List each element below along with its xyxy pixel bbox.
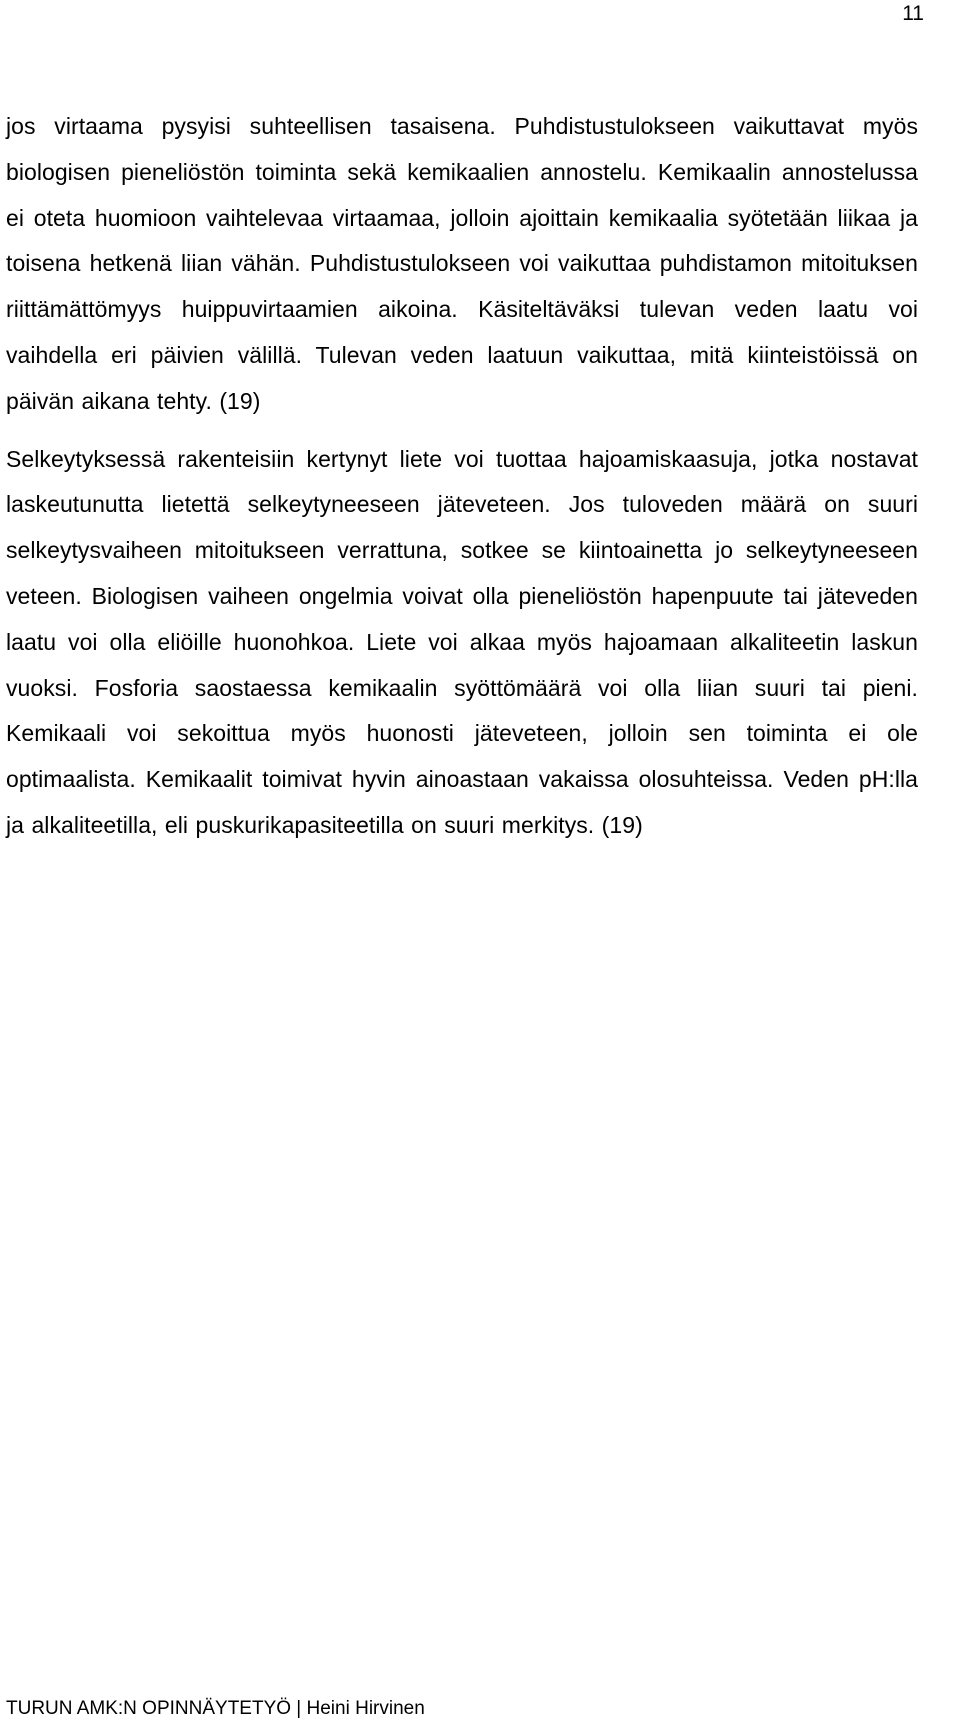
document-body: [6, 104, 918, 849]
paragraph: Selkeytyksessä rakenteisiin kertynyt liete voi tuottaa hajoamiskaasuja, jotka nostavat laskeutunutta lietettä selkeytyneeseen jäteveteen. Jos tuloveden määrä on suuri selkeytysvaiheen mitoitukseen verrattuna, sotkee se kiintoainetta jo selkeytyneeseen veteen. Biologisen vaiheen ongelmia voivat olla pieneliöstön hapenpuute tai jäteveden laatu voi olla eliöille huonohkoa. Liete voi alkaa myös hajoamaan alkaliteetin laskun vuoksi. Fosforia saostaessa kemikaalin syöttömäärä voi olla liian suuri tai pieni. Kemikaali voi sekoittua myös huonosti jäteveteen, jolloin sen toiminta ei ole optimaalista. Kemikaalit toimivat hyvin ainoastaan vakaissa olosuhteissa. Veden pH:lla ja alkaliteetilla, eli puskurikapasiteetilla on suuri merkitys. (19): [6, 445, 918, 838]
paragraph: jos virtaama pysyisi suhteellisen tasaisena. Puhdistustulokseen vaikuttavat myös biologisen pieneliöstön toiminta sekä kemikaalien annostelu. Kemikaalin annostelussa ei oteta huomioon vaihtelevaa virtaamaa, jolloin ajoittain kemikaalia syötetään liikaa ja toisena hetkenä liian vähän. Puhdistustulokseen voi vaikuttaa puhdistamon mitoituksen riittämättömyys huippuvirtaamien aikoina. Käsiteltäväksi tulevan veden laatu voi vaihdella eri päivien välillä. Tulevan veden laatuun vaikuttaa, mitä kiinteistöissä on päivän aikana tehty. (19): [6, 113, 918, 414]
page-footer: TURUN AMK:N OPINNÄYTETYÖ | Heini Hirvinen: [6, 1698, 425, 1719]
page-number: 11: [902, 2, 924, 25]
